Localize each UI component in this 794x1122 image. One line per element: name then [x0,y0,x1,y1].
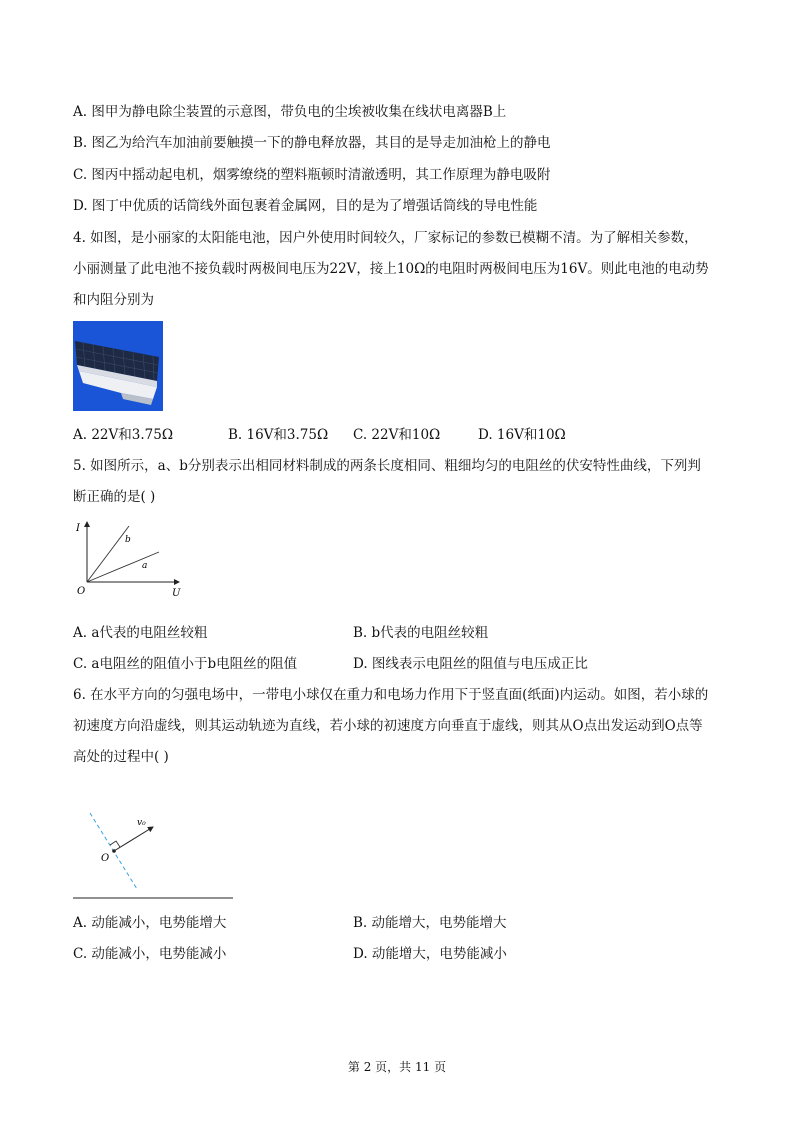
q4-option-b: B. 16V和3.75Ω [228,427,329,443]
x-axis-label: U [172,588,181,599]
point-o-label: O [101,853,110,864]
y-axis-label: I [76,523,80,534]
q6-text-line1: 6. 在水平方向的匀强电场中，一带电小球仅在重力和电场力作用下于竖直面(纸面)内运动。如图，若小球的 [73,687,709,703]
iu-graph [73,518,188,603]
q3-option-b: B. 图乙为给汽车加油前要触摸一下的静电释放器，其目的是导走加油枪上的静电 [73,135,551,151]
line-a-label: a [142,561,148,571]
q5-option-c: C. a电阻丝的阻值小于b电阻丝的阻值 [73,656,298,672]
q6-option-d: D. 动能增大，电势能减小 [353,946,507,962]
q5-text-line1: 5. 如图所示，a、b分别表示出相同材料制成的两条长度相同、粗细均匀的电阻丝的伏安特性曲线，下列判 [73,458,701,474]
q5-option-a: A. a代表的电阻丝较粗 [73,625,208,641]
q5-option-d: D. 图线表示电阻丝的阻值与电压成正比 [353,656,588,672]
q3-option-a: A. 图甲为静电除尘装置的示意图，带负电的尘埃被收集在线状电离器B上 [73,104,507,120]
page-footer: 第 2 页，共 11 页 [347,1060,447,1074]
right-angle-mark [110,841,120,847]
q6-option-a: A. 动能减小，电势能增大 [73,915,227,931]
trajectory-figure [73,810,238,905]
point-o [112,849,116,853]
q4-text-line2: 小丽测量了此电池不接负载时两极间电压为22V，接上10Ω的电阻时两极间电压为16V。则此电池的电动势 [73,261,709,277]
solar-panel-image [73,321,163,411]
q4-option-d: D. 16V和10Ω [478,427,566,443]
q6-text-line3: 高处的过程中( ) [73,749,169,765]
q4-option-c: C. 22V和10Ω [353,427,441,443]
origin-label: O [77,586,86,597]
q4-text-line1: 4. 如图，是小丽家的太阳能电池，因户外使用时间较久，厂家标记的参数已模糊不清。为了解相关参数， [73,230,698,246]
q4-option-a: A. 22V和3.75Ω [73,427,174,443]
q5-option-b: B. b代表的电阻丝较粗 [353,625,489,641]
q4-text-line3: 和内阻分别为 [73,292,154,308]
q6-option-b: B. 动能增大，电势能增大 [353,915,507,931]
q5-text-line2: 断正确的是( ) [73,489,156,505]
q6-option-c: C. 动能减小，电势能减小 [73,946,227,962]
velocity-arrow [114,827,153,851]
q6-text-line2: 初速度方向沿虚线，则其运动轨迹为直线，若小球的初速度方向垂直于虚线，则其从O点出发运动到O点等 [73,718,703,734]
line-b-label: b [125,535,131,545]
q3-option-c: C. 图丙中摇动起电机，烟雾缭绕的塑料瓶顿时清澈透明，其工作原理为静电吸附 [73,167,551,183]
q3-option-d: D. 图丁中优质的话筒线外面包裹着金属网，目的是为了增强话筒线的导电性能 [73,198,538,214]
velocity-label: v₀ [137,818,146,828]
